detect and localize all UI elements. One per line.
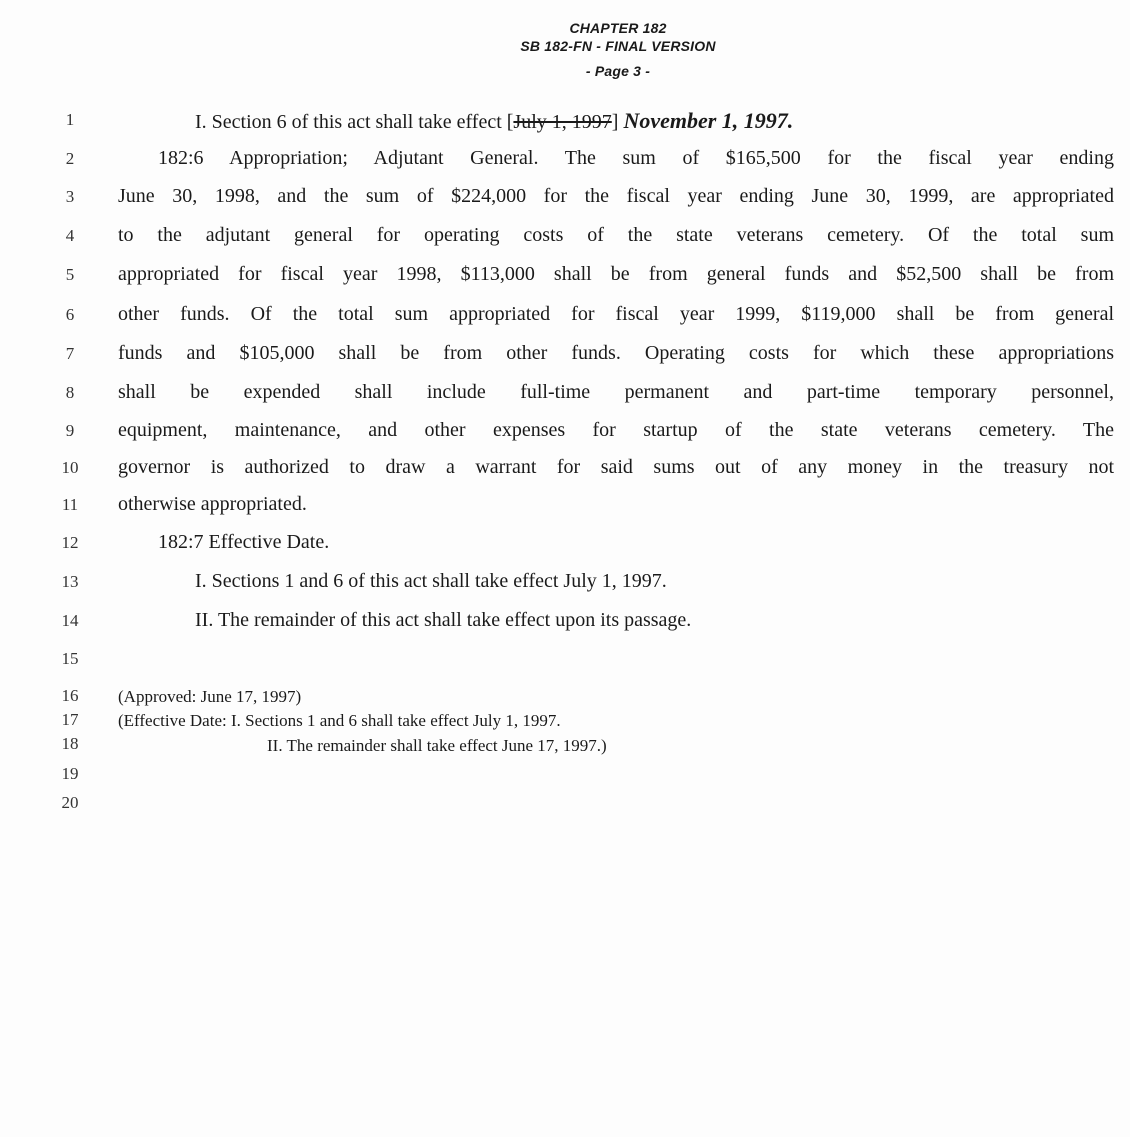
body-line: to the adjutant general for operating costs of the state veterans cemetery. Of the total sum	[118, 224, 1114, 246]
line-number: 13	[61, 572, 79, 591]
line-number: 3	[65, 187, 75, 206]
bill-heading: SB 182-FN - FINAL VERSION	[520, 38, 716, 54]
amended-date: November 1, 1997.	[623, 108, 794, 133]
line-number: 4	[65, 226, 75, 245]
body-line: governor is authorized to draw a warrant for said sums out of any money in the treasury not	[118, 456, 1114, 478]
page-number: - Page 3 -	[585, 63, 651, 79]
line-number: 16	[61, 686, 79, 705]
line-number: 5	[65, 265, 75, 284]
approved-note: (Approved: June 17, 1997)	[118, 687, 302, 706]
line-number: 20	[61, 793, 79, 812]
effective-note-1: (Effective Date: I. Sections 1 and 6 shall take effect July 1, 1997.	[118, 711, 561, 730]
line-number: 7	[65, 344, 75, 363]
line-number: 6	[65, 305, 75, 324]
line-number: 18	[61, 734, 79, 753]
line-number: 11	[61, 495, 79, 514]
line-number: 12	[61, 533, 79, 552]
line-number: 15	[61, 649, 79, 668]
line-number: 10	[61, 458, 79, 477]
body-line: funds and $105,000 shall be from other funds. Operating costs for which these appropriations	[118, 342, 1114, 364]
body-line: appropriated for fiscal year 1998, $113,000 shall be from general funds and $52,500 shall be from	[118, 263, 1114, 285]
section-6-effective-line	[195, 108, 793, 134]
line-number: 9	[65, 421, 75, 440]
line-number: 1	[65, 110, 75, 129]
body-line: otherwise appropriated.	[118, 493, 307, 515]
line-1-text: I. Section 6 of this act shall take effect [	[195, 111, 514, 133]
line-number: 17	[61, 710, 79, 729]
body-line: equipment, maintenance, and other expenses for startup of the state veterans cemetery. The	[118, 419, 1114, 441]
body-line: June 30, 1998, and the sum of $224,000 for the fiscal year ending June 30, 1999, are appropriated	[118, 185, 1114, 207]
body-line: other funds. Of the total sum appropriated for fiscal year 1999, $119,000 shall be from general	[118, 303, 1114, 325]
line-number: 19	[61, 764, 79, 783]
effective-date-item-1: I. Sections 1 and 6 of this act shall take effect July 1, 1997.	[195, 570, 667, 592]
bracket-close: ]	[611, 111, 624, 133]
line-number: 14	[61, 611, 79, 630]
body-line: shall be expended shall include full-time permanent and part-time temporary personnel,	[118, 381, 1114, 403]
effective-date-heading: 182:7 Effective Date.	[158, 531, 330, 553]
effective-date-item-2: II. The remainder of this act shall take effect upon its passage.	[195, 609, 692, 631]
appropriation-heading-line: 182:6 Appropriation; Adjutant General. The sum of $165,500 for the fiscal year ending	[158, 147, 1114, 169]
line-number: 2	[65, 149, 75, 168]
chapter-heading: CHAPTER 182	[569, 20, 667, 36]
effective-note-2: II. The remainder shall take effect June 17, 1997.)	[267, 736, 607, 755]
struck-date: July 1, 1997	[513, 111, 612, 133]
line-number: 8	[65, 383, 75, 402]
